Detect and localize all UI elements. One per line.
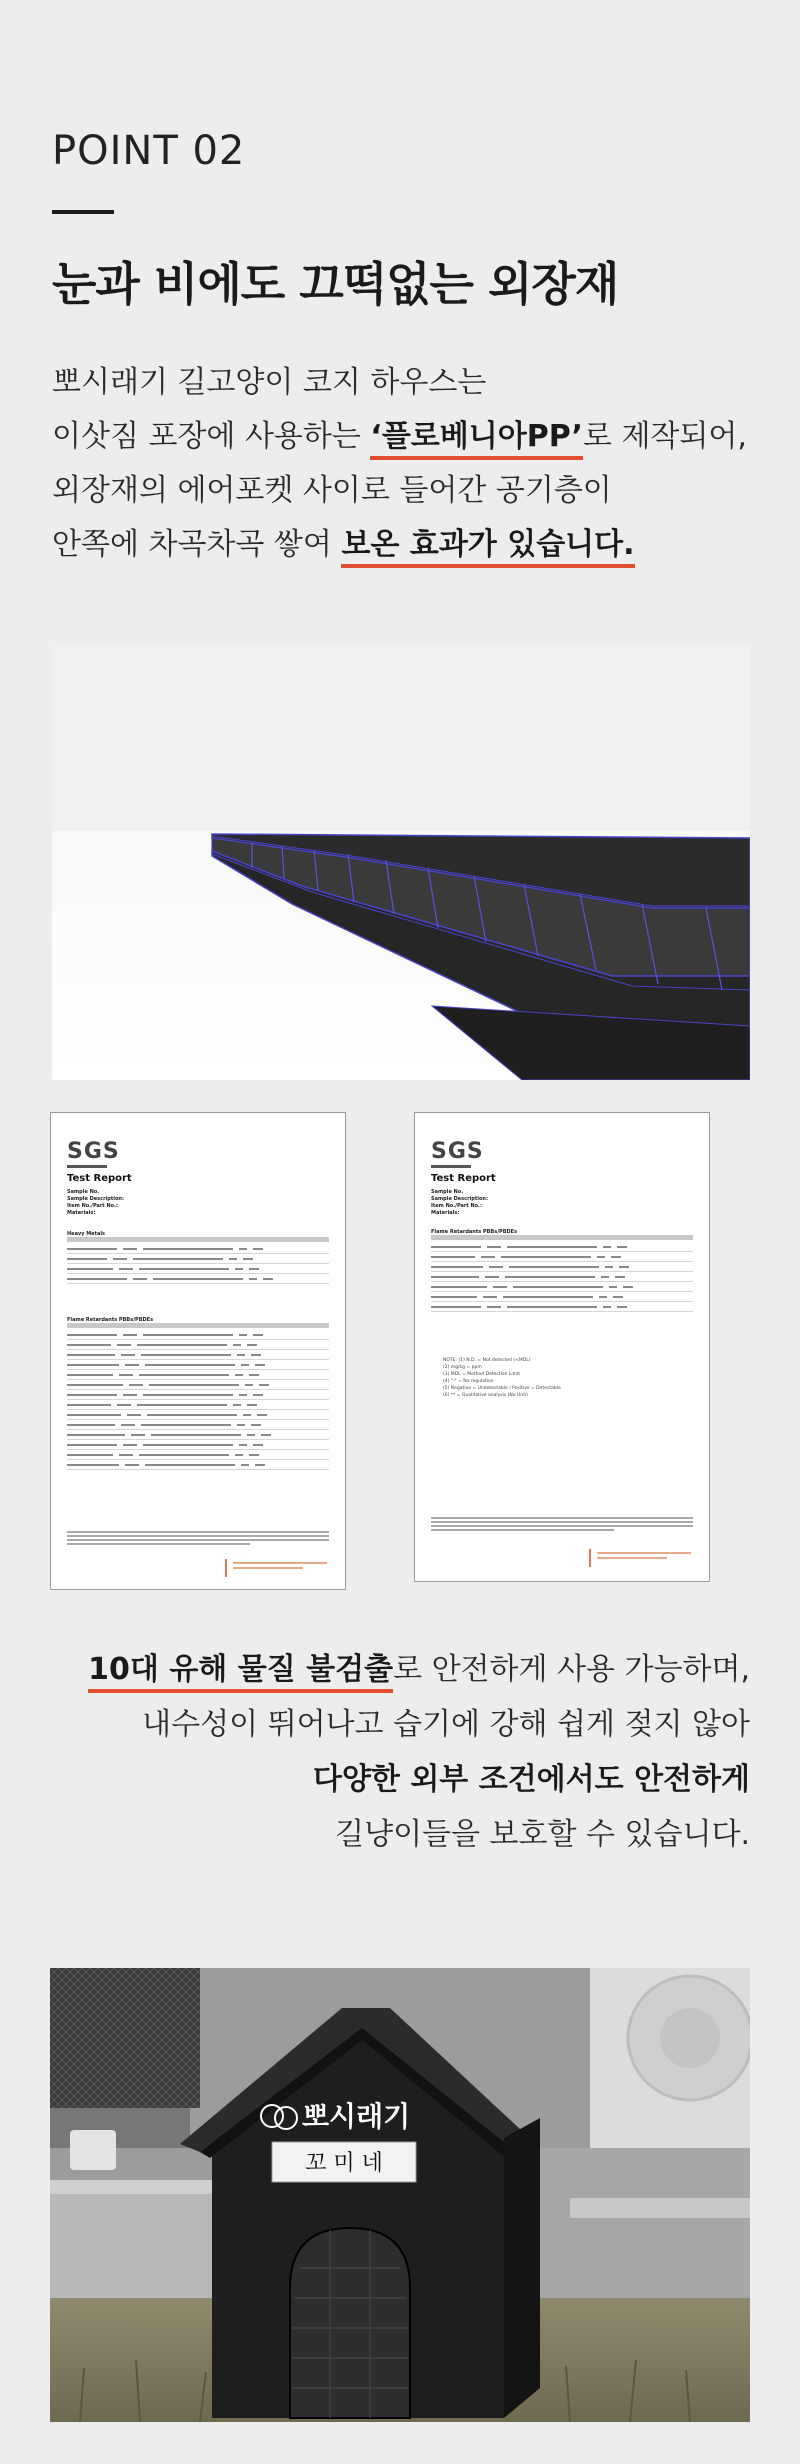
intro-line-4-pre: 안쪽에 차곡차곡 쌓여 bbox=[52, 527, 342, 562]
table-header-bar bbox=[67, 1237, 329, 1242]
safety-highlight: 10대 유해 물질 불검출 bbox=[88, 1652, 393, 1693]
table-row bbox=[67, 1254, 329, 1264]
sgs-logo-bar bbox=[431, 1165, 471, 1168]
intro-line-3: 외장재의 에어포켓 사이로 들어간 공기층이 bbox=[52, 473, 612, 508]
report-stamp bbox=[589, 1549, 691, 1567]
report-meta bbox=[431, 1189, 488, 1217]
note-line: (4) "-" = No regulation bbox=[443, 1379, 494, 1384]
house-nameplate-text: 꼬 미 네 bbox=[305, 2151, 383, 2176]
table-row bbox=[67, 1410, 329, 1420]
cat-house-photo bbox=[50, 1968, 750, 2422]
table-header-bar bbox=[431, 1235, 693, 1240]
report-title: Test Report bbox=[431, 1173, 496, 1184]
meta-line: Materials: bbox=[431, 1210, 460, 1216]
house-brand-text: 뽀시래기 bbox=[302, 2100, 411, 2133]
table-header-bar bbox=[67, 1323, 329, 1328]
meta-line: Sample Description: bbox=[67, 1196, 124, 1202]
flame-retardants-table bbox=[67, 1317, 329, 1470]
intro-line-2-post: 로 제작되어, bbox=[582, 419, 747, 454]
meta-line: Sample No. bbox=[67, 1189, 100, 1195]
safety-line-1 bbox=[30, 1642, 750, 1697]
test-report-page-1 bbox=[50, 1112, 346, 1590]
pp-sheet-graphic bbox=[52, 646, 750, 1080]
table-row bbox=[67, 1370, 329, 1380]
cat-house-scene bbox=[50, 1968, 750, 2422]
intro-highlight-insulation: 보온 효과가 있습니다. bbox=[341, 527, 634, 568]
safety-line-3: 다양한 외부 조건에서도 안전하게 bbox=[312, 1762, 750, 1797]
heavy-metals-table bbox=[67, 1231, 329, 1284]
table-row bbox=[431, 1282, 693, 1292]
intro-highlight-material: ‘플로베니아PP’ bbox=[370, 419, 583, 460]
table-row bbox=[67, 1350, 329, 1360]
table-row bbox=[67, 1420, 329, 1430]
note-line: (5) Negative = Undetectable / Positive = Detectable bbox=[443, 1386, 561, 1391]
table-row bbox=[67, 1244, 329, 1254]
section-divider bbox=[52, 210, 114, 214]
table-row bbox=[431, 1252, 693, 1262]
table-row bbox=[67, 1340, 329, 1350]
report-title: Test Report bbox=[67, 1173, 132, 1184]
intro-paragraph bbox=[52, 356, 772, 572]
intro-line-4 bbox=[52, 518, 772, 572]
intro-line-2 bbox=[52, 410, 772, 464]
table-row bbox=[67, 1330, 329, 1340]
section-label: POINT 02 bbox=[52, 128, 246, 174]
table-row bbox=[67, 1380, 329, 1390]
table-row bbox=[67, 1390, 329, 1400]
intro-line-1: 뽀시래기 길고양이 코지 하우스는 bbox=[52, 365, 487, 400]
meta-line: Sample No. bbox=[431, 1189, 464, 1195]
pp-sheet-illustration bbox=[52, 646, 750, 1080]
table-row bbox=[67, 1274, 329, 1284]
table-row bbox=[431, 1242, 693, 1252]
report-footer-text bbox=[431, 1517, 693, 1535]
meta-line: Item No./Part No.: bbox=[67, 1203, 118, 1209]
meta-line: Item No./Part No.: bbox=[431, 1203, 482, 1209]
note-line: NOTE: (1) N.D. = Not detected (<MDL) bbox=[443, 1358, 531, 1363]
table-row bbox=[431, 1302, 693, 1312]
table-row bbox=[67, 1264, 329, 1274]
report-stamp bbox=[225, 1559, 327, 1577]
table-row bbox=[67, 1400, 329, 1410]
sgs-logo: SGS bbox=[67, 1139, 120, 1164]
note-line: (6) ** = Qualitative analysis (No Unit) bbox=[443, 1393, 528, 1398]
safety-line-2: 내수성이 뛰어나고 습기에 강해 쉽게 젖지 않아 bbox=[142, 1707, 750, 1742]
table-row bbox=[67, 1440, 329, 1450]
flame-retardants-table bbox=[431, 1229, 693, 1312]
note-line: (3) MDL = Method Detection Limit bbox=[443, 1372, 521, 1377]
safety-line-1-post: 로 안전하게 사용 가능하며, bbox=[393, 1652, 750, 1687]
table-row bbox=[431, 1262, 693, 1272]
table-row bbox=[67, 1460, 329, 1470]
safety-line-4: 길냥이들을 보호할 수 있습니다. bbox=[335, 1817, 750, 1852]
sgs-logo-bar bbox=[67, 1165, 107, 1168]
table-section-title: Heavy Metals bbox=[67, 1231, 106, 1237]
section-headline: 눈과 비에도 끄떡없는 외장재 bbox=[52, 257, 619, 311]
sgs-logo: SGS bbox=[431, 1139, 484, 1164]
table-section-title: Flame Retardants PBBs/PBDEs bbox=[67, 1317, 154, 1323]
table-row bbox=[431, 1292, 693, 1302]
meta-line: Sample Description: bbox=[431, 1196, 488, 1202]
table-section-title: Flame Retardants PBBs/PBDEs bbox=[431, 1229, 518, 1235]
test-report-page-2 bbox=[414, 1112, 710, 1582]
note-line: (2) mg/kg = ppm bbox=[443, 1365, 482, 1370]
report-notes bbox=[443, 1357, 683, 1399]
intro-line-2-pre: 이삿짐 포장에 사용하는 bbox=[52, 419, 371, 454]
safety-paragraph bbox=[30, 1642, 750, 1862]
table-row bbox=[431, 1272, 693, 1282]
table-row bbox=[67, 1430, 329, 1440]
table-row bbox=[67, 1360, 329, 1370]
meta-line: Materials: bbox=[67, 1210, 96, 1216]
report-meta bbox=[67, 1189, 124, 1217]
table-row bbox=[67, 1450, 329, 1460]
report-footer-text bbox=[67, 1531, 329, 1549]
